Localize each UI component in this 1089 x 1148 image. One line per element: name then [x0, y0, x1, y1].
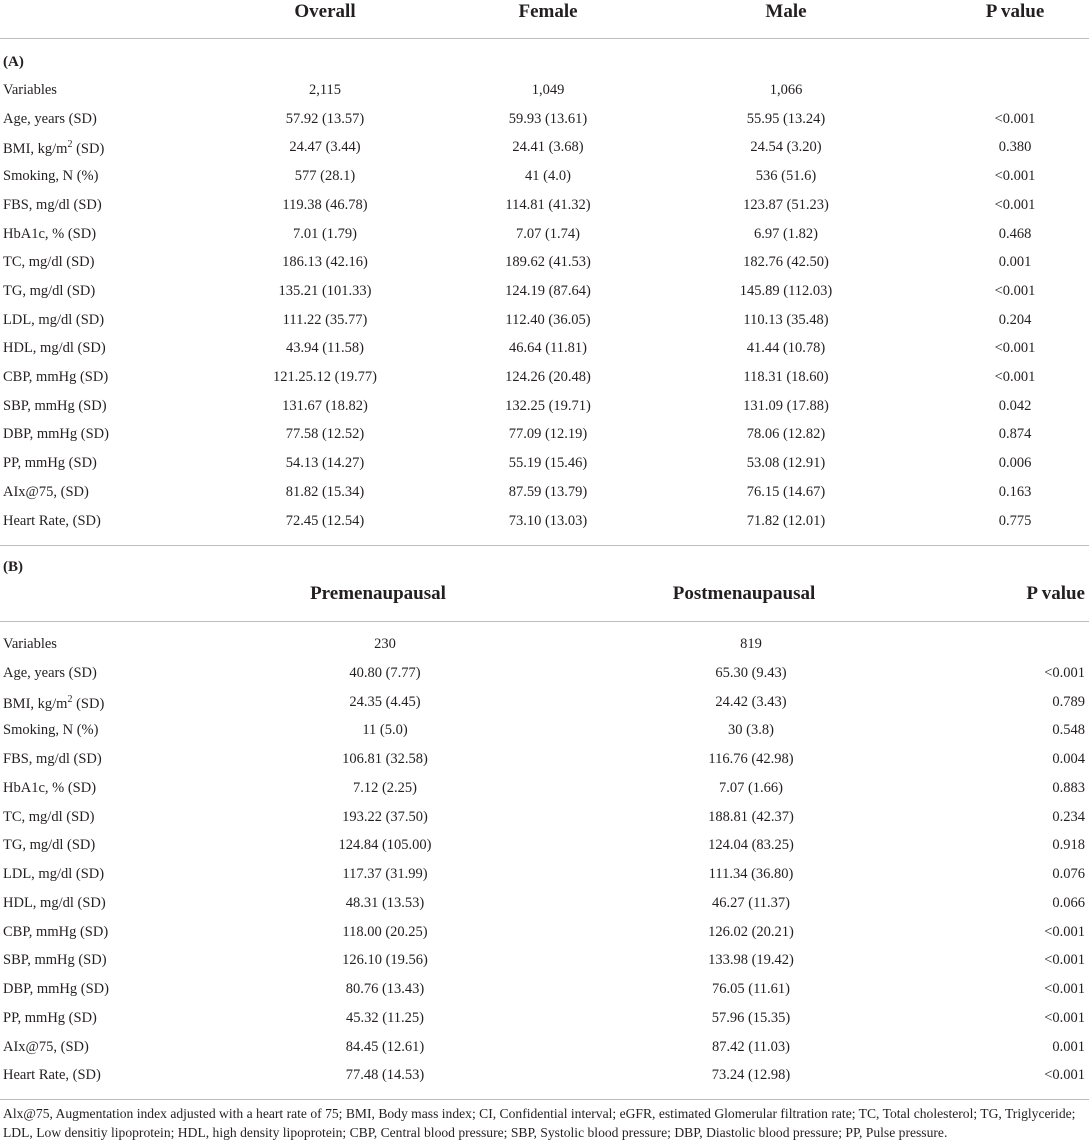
cell-male: 1,066	[769, 82, 803, 98]
cell-overall: 111.22 (35.77)	[282, 311, 368, 328]
row-label: TG, mg/dl (SD)	[3, 837, 96, 854]
table-row	[0, 82, 1089, 104]
cell-p-value: 0.918	[1052, 837, 1085, 854]
table-row	[0, 111, 1089, 133]
cell-female: 114.81 (41.32)	[505, 196, 591, 213]
table-row	[0, 665, 1089, 687]
table-row	[0, 254, 1089, 276]
row-label: PP, mmHg (SD)	[3, 455, 97, 472]
header-premenopausal: Premenaupausal	[310, 583, 446, 604]
cell-male: 536 (51.6)	[755, 168, 817, 185]
cell-male: 41.44 (10.78)	[746, 340, 826, 357]
cell-p-value: <0.001	[1044, 981, 1085, 997]
cell-p-value: 0.001	[998, 254, 1032, 271]
cell-male: 76.15 (14.67)	[746, 483, 826, 500]
table-row	[0, 168, 1089, 190]
cell-premenopausal: 24.35 (4.45)	[349, 693, 421, 710]
cell-female: 77.09 (12.19)	[508, 426, 588, 443]
row-label: Variables	[3, 636, 57, 652]
table-row	[0, 426, 1089, 448]
cell-female: 59.93 (13.61)	[508, 110, 588, 127]
row-label: LDL, mg/dl (SD)	[3, 866, 105, 882]
table-row	[0, 636, 1089, 658]
table-row	[0, 139, 1089, 161]
row-label: BMI, $kg/m^2$ (SD)	[3, 693, 105, 712]
cell-female: 189.62 (41.53)	[505, 254, 591, 271]
cell-postmenopausal: 46.27 (11.37)	[712, 894, 790, 911]
cell-female: 73.10 (13.03)	[508, 512, 588, 529]
row-label: CBP, mmHg (SD)	[3, 369, 109, 385]
cell-p-value: 0.380	[998, 139, 1032, 156]
cell-overall: 54.13 (14.27)	[285, 455, 365, 472]
cell-female: 112.40 (36.05)	[505, 311, 591, 328]
row-label: HbA1c, % (SD)	[3, 779, 97, 796]
cell-overall: 2,115	[308, 82, 342, 98]
cell-male: 78.06 (12.82)	[746, 426, 826, 443]
cell-male: 118.31 (18.60)	[743, 369, 829, 385]
row-label: Smoking, N (%)	[3, 168, 99, 185]
cell-female: 46.64 (11.81)	[509, 340, 587, 357]
cell-p-value: <0.001	[1044, 923, 1085, 940]
cell-postmenopausal: 111.34 (36.80)	[708, 866, 794, 882]
row-label: BMI, $kg/m^2$ (SD)	[3, 139, 105, 158]
cell-p-value: 0.874	[998, 426, 1032, 443]
cell-postmenopausal: 124.04 (83.25)	[708, 837, 794, 854]
cell-p-value: <0.001	[994, 168, 1036, 185]
table-row	[0, 369, 1089, 391]
cell-overall: 121.25.12 (19.77)	[273, 369, 377, 385]
cell-postmenopausal: 76.05 (11.61)	[712, 981, 790, 997]
table-row	[0, 952, 1089, 974]
cell-overall: 24.47 (3.44)	[289, 139, 361, 156]
cell-postmenopausal: 7.07 (1.66)	[718, 779, 784, 796]
table-row	[0, 866, 1089, 888]
cell-p-value: 0.042	[998, 397, 1032, 414]
cell-p-value: 0.548	[1052, 722, 1085, 739]
cell-premenopausal: 106.81 (32.58)	[342, 751, 428, 767]
header-overall: Overall	[294, 1, 356, 22]
cell-postmenopausal: 133.98 (19.42)	[708, 952, 794, 969]
cell-overall: 119.38 (46.78)	[282, 196, 368, 213]
cell-male: 145.89 (112.03)	[739, 282, 833, 299]
cell-male: 71.82 (12.01)	[746, 512, 826, 529]
row-label: HbA1c, % (SD)	[3, 225, 97, 242]
cell-overall: 57.92 (13.57)	[285, 110, 365, 127]
cell-p-value: 0.204	[998, 311, 1032, 328]
header-p-value-b: P value	[1026, 583, 1085, 604]
table-row	[0, 694, 1089, 716]
cell-female: 87.59 (13.79)	[508, 483, 588, 500]
cell-premenopausal: 7.12 (2.25)	[352, 779, 418, 796]
cell-overall: 77.58 (12.52)	[285, 426, 365, 443]
cell-female: 124.19 (87.64)	[505, 282, 591, 299]
cell-premenopausal: 84.45 (12.61)	[345, 1038, 425, 1055]
cell-p-value: <0.001	[1044, 664, 1085, 681]
cell-male: 55.95 (13.24)	[746, 110, 826, 127]
row-label: HDL, mg/dl (SD)	[3, 340, 106, 357]
header-female: Female	[518, 1, 578, 22]
cell-p-value: <0.001	[1044, 1067, 1085, 1084]
cell-postmenopausal: 65.30 (9.43)	[715, 664, 787, 681]
cell-p-value: 0.001	[1052, 1038, 1085, 1055]
table-row	[0, 455, 1089, 477]
cell-p-value: 0.163	[998, 483, 1032, 500]
row-label: AIx@75, (SD)	[3, 483, 89, 500]
cell-premenopausal: 48.31 (13.53)	[345, 894, 425, 911]
table-row	[0, 895, 1089, 917]
cell-premenopausal: 117.37 (31.99)	[342, 866, 428, 882]
table-row	[0, 398, 1089, 420]
table-row	[0, 312, 1089, 334]
cell-postmenopausal: 819	[740, 636, 762, 652]
table-row	[0, 1039, 1089, 1061]
cell-female: 124.26 (20.48)	[505, 369, 591, 385]
table-row	[0, 197, 1089, 219]
cell-overall: 72.45 (12.54)	[285, 512, 365, 529]
cell-male: 6.97 (1.82)	[753, 225, 819, 242]
cell-premenopausal: 124.84 (105.00)	[338, 837, 432, 854]
row-label: TG, mg/dl (SD)	[3, 282, 96, 299]
header-postmenopausal: Postmenaupausal	[672, 583, 816, 604]
cell-p-value: <0.001	[994, 196, 1036, 213]
table-row	[0, 1067, 1089, 1089]
rule-header-a	[0, 38, 1089, 39]
cell-postmenopausal: 30 (3.8)	[728, 722, 774, 739]
row-label: HDL, mg/dl (SD)	[3, 894, 106, 911]
table-row	[0, 513, 1089, 535]
cell-overall: 7.01 (1.79)	[292, 225, 358, 242]
cell-p-value: 0.789	[1052, 693, 1085, 710]
cell-p-value: <0.001	[994, 110, 1036, 127]
cell-postmenopausal: 126.02 (20.21)	[708, 923, 794, 940]
row-label: LDL, mg/dl (SD)	[3, 311, 105, 328]
cell-p-value: <0.001	[994, 369, 1036, 385]
table-row	[0, 924, 1089, 946]
row-label: CBP, mmHg (SD)	[3, 923, 109, 940]
cell-overall: 43.94 (11.58)	[286, 340, 364, 357]
section-label-b: (B)	[3, 559, 23, 575]
cell-premenopausal: 230	[374, 636, 396, 652]
cell-male: 53.08 (12.91)	[746, 455, 826, 472]
footnote: Alx@75, Augmentation index adjusted with a heart rate of 75; BMI, Body mass index; CI, Confidential interval; eGFR, estimated Glomerular filtration rate; TC, Total cholesterol; TG, Triglyceride; LDL, Low densitiy lipoprotein; HDL, high density lipoprotein; CBP, Central blood pressure; SBP, Systolic blood pressure; DBP, Diastolic blood pressure; PP, Pulse pressure.	[3, 1106, 1076, 1140]
row-label: FBS, mg/dl (SD)	[3, 751, 102, 767]
cell-female: 1,049	[531, 82, 565, 98]
table-row	[0, 780, 1089, 802]
cell-premenopausal: 118.00 (20.25)	[342, 923, 428, 940]
cell-premenopausal: 45.32 (11.25)	[346, 1009, 424, 1026]
row-label: FBS, mg/dl (SD)	[3, 196, 102, 213]
cell-p-value: 0.468	[998, 225, 1032, 242]
cell-overall: 135.21 (101.33)	[278, 282, 372, 299]
cell-p-value: 0.066	[1052, 894, 1085, 911]
cell-premenopausal: 80.76 (13.43)	[345, 981, 425, 997]
header-male: Male	[765, 1, 807, 22]
row-label: TC, mg/dl (SD)	[3, 254, 95, 271]
cell-premenopausal: 40.80 (7.77)	[349, 664, 421, 681]
cell-overall: 577 (28.1)	[294, 168, 356, 185]
cell-male: 123.87 (51.23)	[743, 196, 829, 213]
cell-postmenopausal: 188.81 (42.37)	[708, 808, 794, 825]
table-row	[0, 484, 1089, 506]
row-label: DBP, mmHg (SD)	[3, 426, 109, 443]
cell-overall: 81.82 (15.34)	[285, 483, 365, 500]
cell-p-value: <0.001	[994, 282, 1036, 299]
table-row	[0, 226, 1089, 248]
rule-header-b	[0, 621, 1089, 622]
cell-overall: 186.13 (42.16)	[282, 254, 368, 271]
cell-postmenopausal: 73.24 (12.98)	[711, 1067, 791, 1084]
table-row	[0, 722, 1089, 744]
cell-p-value: 0.076	[1052, 866, 1085, 882]
cell-male: 110.13 (35.48)	[743, 311, 829, 328]
cell-p-value: 0.004	[1052, 751, 1085, 767]
cell-p-value: 0.775	[998, 512, 1032, 529]
row-label: Heart Rate, (SD)	[3, 1067, 101, 1084]
table-row	[0, 981, 1089, 1003]
section-label-a: (A)	[3, 54, 24, 70]
table-row	[0, 340, 1089, 362]
cell-premenopausal: 193.22 (37.50)	[342, 808, 428, 825]
cell-p-value: 0.234	[1052, 808, 1085, 825]
row-label: TC, mg/dl (SD)	[3, 808, 95, 825]
table-row	[0, 1010, 1089, 1032]
table-row	[0, 837, 1089, 859]
cell-male: 24.54 (3.20)	[750, 139, 822, 156]
row-label: Smoking, N (%)	[3, 722, 99, 739]
row-label: Age, years (SD)	[3, 664, 97, 681]
cell-overall: 131.67 (18.82)	[282, 397, 368, 414]
cell-postmenopausal: 57.96 (15.35)	[711, 1009, 791, 1026]
cell-premenopausal: 77.48 (14.53)	[345, 1067, 425, 1084]
cell-male: 131.09 (17.88)	[743, 397, 829, 414]
cell-female: 132.25 (19.71)	[505, 397, 591, 414]
cell-p-value: <0.001	[1044, 1009, 1085, 1026]
cell-postmenopausal: 87.42 (11.03)	[712, 1038, 790, 1055]
cell-p-value: 0.006	[998, 455, 1032, 472]
rule-end-b	[0, 1099, 1089, 1100]
cell-female: 7.07 (1.74)	[515, 225, 581, 242]
cell-p-value: 0.883	[1052, 779, 1085, 796]
header-p-value-a: P value	[985, 1, 1045, 22]
row-label: PP, mmHg (SD)	[3, 1009, 97, 1026]
cell-p-value: <0.001	[1044, 952, 1085, 969]
cell-postmenopausal: 116.76 (42.98)	[708, 751, 794, 767]
row-label: SBP, mmHg (SD)	[3, 397, 107, 414]
cell-premenopausal: 126.10 (19.56)	[342, 952, 428, 969]
table-row	[0, 283, 1089, 305]
row-label: AIx@75, (SD)	[3, 1038, 89, 1055]
row-label: Age, years (SD)	[3, 110, 97, 127]
cell-female: 41 (4.0)	[525, 168, 571, 185]
row-label: Heart Rate, (SD)	[3, 512, 101, 529]
table-row	[0, 751, 1089, 773]
table-row	[0, 809, 1089, 831]
cell-p-value: <0.001	[994, 340, 1036, 357]
rule-end-a	[0, 545, 1089, 546]
cell-premenopausal: 11 (5.0)	[362, 722, 408, 739]
row-label: DBP, mmHg (SD)	[3, 981, 109, 997]
cell-postmenopausal: 24.42 (3.43)	[715, 693, 787, 710]
cell-female: 24.41 (3.68)	[512, 139, 584, 156]
cell-female: 55.19 (15.46)	[508, 455, 588, 472]
cell-male: 182.76 (42.50)	[743, 254, 829, 271]
row-label: SBP, mmHg (SD)	[3, 952, 107, 969]
row-label: Variables	[3, 82, 57, 98]
